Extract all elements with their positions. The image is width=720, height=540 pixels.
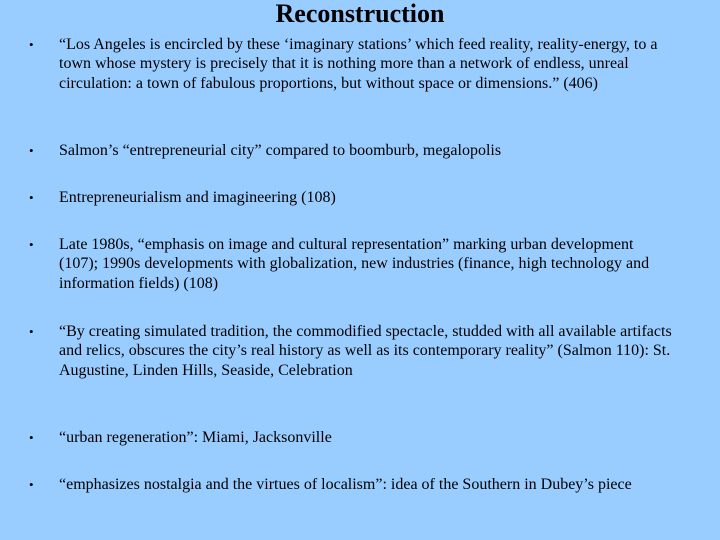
bullet-icon: • bbox=[29, 237, 34, 252]
bullet-icon: • bbox=[29, 190, 34, 205]
bullet-icon: • bbox=[29, 477, 34, 492]
bullet-icon: • bbox=[29, 430, 34, 445]
bullet-text: “Los Angeles is encircled by these ‘imaginary stations’ which feed reality, reality-energy, to a town whose mystery is precisely that it is nothing more than a network of endless, unreal circulation: a town of fabulous proportions, but without space or dimensions.” (406) bbox=[59, 36, 658, 92]
bullet-icon: • bbox=[29, 143, 34, 158]
bullet-text: “By creating simulated tradition, the commodified spectacle, studded with all available artifacts and relics, obscures the city’s real history as well as its contemporary reality” (Salmon 110): St. Augustine, Linden Hills, Seaside, Celebration bbox=[59, 323, 672, 379]
slide-title: Reconstruction bbox=[275, 0, 445, 28]
bullet-text: “emphasizes nostalgia and the virtues of localism”: idea of the Southern in Dubey’s piece bbox=[59, 476, 632, 493]
bullet-icon: • bbox=[29, 324, 34, 339]
bullet-text: Salmon’s “entrepreneurial city” compared to boomburb, megalopolis bbox=[59, 142, 502, 159]
bullet-text: Late 1980s, “emphasis on image and cultural representation” marking urban development (107); 1990s developments with globalization, new industries (finance, high technology and information fields) (108) bbox=[59, 236, 650, 292]
bullet-icon: • bbox=[29, 37, 34, 52]
bullet-text: “urban regeneration”: Miami, Jacksonville bbox=[59, 429, 332, 446]
bullet-text: Entrepreneurialism and imagineering (108) bbox=[59, 189, 336, 206]
